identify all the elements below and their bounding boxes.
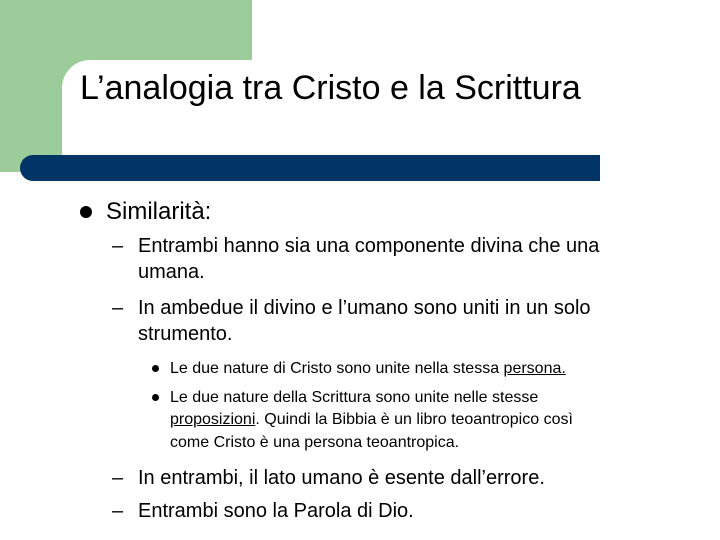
slide-title: L’analogia tra Cristo e la Scrittura [80,69,581,107]
underlined-word: persona. [503,360,566,377]
underlined-word: proposizioni [170,411,256,428]
sub-list-item-text: Le due nature della Scrittura sono unite nelle stesse [170,389,539,406]
list-item-line: strumento. [138,323,233,345]
list-item-line: umana. [138,261,205,283]
dash-icon: – [112,500,124,522]
dash-icon: – [112,467,124,489]
sub-text: . Quindi la Bibbia è un libro teoantropico così [255,411,573,428]
list-item-line: Entrambi sono la Parola di Dio. [138,500,414,522]
title-underline-bar [20,155,600,181]
list-item-line: Entrambi hanno sia una componente divina che una [138,235,600,257]
dash-icon: – [112,297,124,319]
sub-list-item-text: come Cristo è una persona teoantropica. [170,434,460,451]
bullet-label: Similarità: [106,198,212,225]
list-item-line: In ambedue il divino e l’umano sono uniti in un solo [138,297,591,319]
bullet-dot-icon [152,365,159,372]
dash-icon: – [112,235,124,257]
bullet-dot-icon [80,206,92,218]
sub-text: Le due nature di Cristo sono unite nella stessa [170,360,504,377]
bullet-dot-icon [152,394,159,401]
sub-list-item-text [170,409,573,430]
list-item-line: In entrambi, il lato umano è esente dall’errore. [138,467,545,489]
sub-list-item-text [170,358,566,379]
